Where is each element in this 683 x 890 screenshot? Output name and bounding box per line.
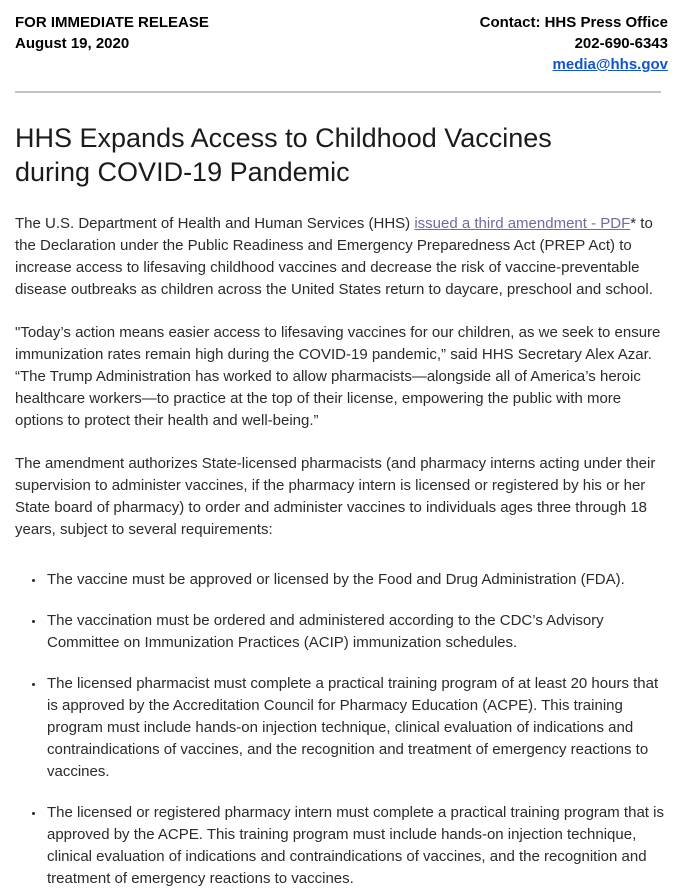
paragraph-intro-text-before: The U.S. Department of Health and Human Services (HHS) (15, 215, 415, 232)
page-title: HHS Expands Access to Childhood Vaccines during COVID-19 Pandemic (15, 123, 552, 187)
article-body (15, 213, 667, 890)
requirement-text: The licensed or registered pharmacy intern must complete a practical training program that is approved by the ACPE. This training program must include hands-on injection technique, clinical evaluation of indications and contraindications of vaccines, and the recognition and treatment of emergency reactions to vaccines. (47, 804, 664, 887)
contact-phone: 202-690-6343 (574, 35, 668, 52)
contact-label: Contact: HHS Press Office (479, 14, 668, 31)
requirement-text: The vaccination must be ordered and administered according to the CDC’s Advisory Committee on Immunization Practices (ACIP) immunization schedules. (47, 612, 604, 651)
release-label: FOR IMMEDIATE RELEASE (15, 14, 209, 31)
paragraph-intro-text-after: * to the Declaration under the Public Readiness and Emergency Preparedness Act (PREP Act) to increase access to lifesaving childhood vaccines and decrease the risk of vaccine-preventable disease outbreaks as children across the United States return to daycare, preschool and school. (15, 215, 653, 298)
list-item (45, 610, 667, 654)
requirement-text: The licensed pharmacist must complete a practical training program of at least 20 hours that is approved by the Accreditation Council for Pharmacy Education (ACPE). This training program must include hands-on injection technique, clinical evaluation of indications and contraindications of vaccines, and the recognition and treatment of emergency reactions to vaccines. (47, 675, 659, 780)
contact-info (480, 12, 668, 75)
release-info (15, 12, 209, 54)
list-item (45, 569, 667, 591)
list-item (45, 673, 667, 783)
header-divider (15, 91, 661, 93)
paragraph-quote: "Today’s action means easier access to lifesaving vaccines for our children, as we seek to ensure immunization rates remain high during the COVID-19 pandemic,” said HHS Secretary Alex Azar. “The Trump Administration has worked to allow pharmacists—alongside all of America’s heroic healthcare workers—to practice at the top of their license, empowering the public with more options to protect their health and well-being.” (15, 324, 661, 429)
paragraph-intro (15, 213, 667, 301)
press-release-header (15, 12, 668, 75)
requirement-text: The vaccine must be approved or licensed by the Food and Drug Administration (FDA). (47, 571, 625, 588)
list-item (45, 802, 667, 890)
release-date: August 19, 2020 (15, 35, 130, 52)
contact-email-link[interactable]: media@hhs.gov (552, 56, 668, 73)
paragraph-amendment: The amendment authorizes State-licensed pharmacists (and pharmacy interns acting under their supervision to administer vaccines, if the pharmacy intern is licensed or registered by his or her State board of pharmacy) to order and administer vaccines to individuals ages three through 18 years, subject to several requirements: (15, 455, 656, 538)
third-amendment-pdf-link[interactable]: issued a third amendment - PDF (414, 215, 631, 232)
requirements-list (15, 569, 667, 890)
